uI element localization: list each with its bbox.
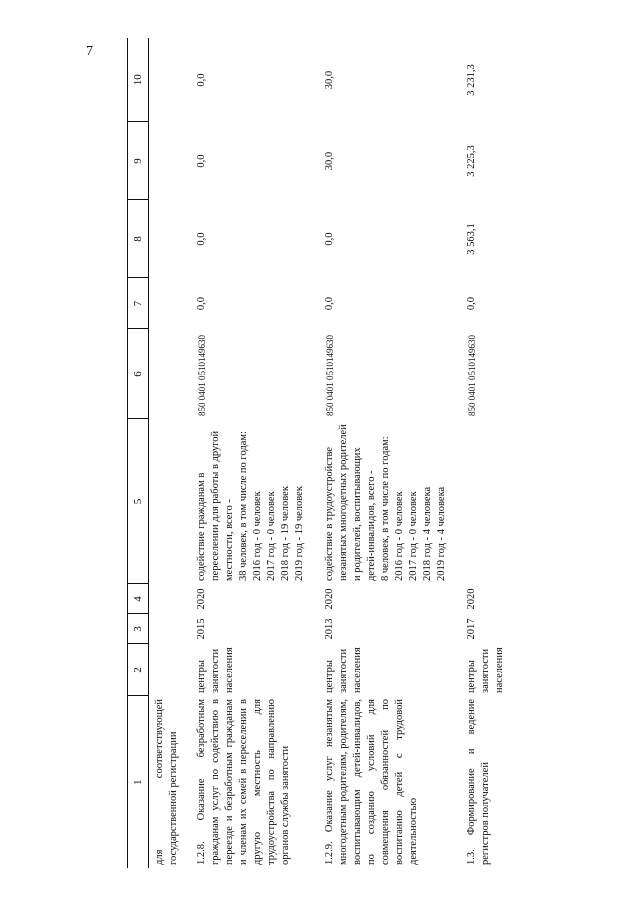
- value-col-10: 0,0: [196, 73, 207, 87]
- value-col-8: 0,0: [324, 232, 335, 246]
- end-year: 2020: [324, 588, 335, 610]
- value-col-7: 0,0: [466, 296, 477, 311]
- value-col-9: 0,0: [196, 154, 207, 168]
- budget-code: [149, 329, 186, 419]
- column-header: 7: [128, 278, 149, 329]
- start-year: 2015: [196, 618, 207, 640]
- result-line: 2019 год - 19 человек: [294, 486, 305, 581]
- expected-result: [185, 419, 313, 584]
- column-header: 5: [128, 419, 149, 584]
- result-line: 2017 год - 0 человек: [266, 491, 277, 581]
- start-year: 2013: [324, 618, 335, 640]
- value-col-8: 0,0: [196, 232, 207, 246]
- budget-code: 850 0401 0510149630: [325, 335, 335, 416]
- result-line: 8 человек, в том числе по годам:: [380, 436, 391, 581]
- value-col-9: [149, 122, 186, 200]
- result-line: содействие в трудоустройстве незанятых многодетных родителей и родителей, воспитывающих детей-инвалидов, всего -: [324, 424, 377, 581]
- activity-name: 1.3. Формирование и ведение регистров получателей: [466, 699, 491, 865]
- start-year: [149, 614, 186, 644]
- result-line: 2017 год - 0 человек: [408, 491, 419, 581]
- program-activities-table: [127, 38, 513, 868]
- value-col-7: 0,0: [196, 296, 207, 311]
- table-row: [455, 38, 513, 868]
- value-col-10: 3 231,3: [466, 64, 477, 96]
- value-col-8: [149, 200, 186, 278]
- end-year: [149, 584, 186, 614]
- activity-name: 1.2.9. Оказание услуг незанятым многодетным родителям, родителям, воспитывающим детей-инвалидов, по созданию условий для совмещения обязанностей по воспитанию детей с трудовой деятельностью: [324, 699, 419, 865]
- result-line: 2016 год - 0 человек: [252, 491, 263, 581]
- budget-code: 850 0401 0510149630: [197, 335, 207, 416]
- end-year: 2020: [196, 588, 207, 610]
- table-row: [313, 38, 455, 868]
- activity-name: 1.2.8. Оказание безработным гражданам услуг по содействию в переезде и безработным гражданам и членам их семей в переселении в другую местность для трудоустройства по направлению органов службы занятости: [196, 699, 291, 865]
- start-year: 2017: [466, 618, 477, 640]
- budget-code: 850 0401 0510149630: [467, 335, 477, 416]
- value-col-7: 0,0: [324, 296, 335, 311]
- table-row: [185, 38, 313, 868]
- value-col-8: 3 563,1: [466, 223, 477, 255]
- value-col-10: [149, 38, 186, 122]
- result-line: 38 человек, в том числе по годам:: [238, 431, 249, 581]
- executor: центры занятости населения: [466, 647, 505, 693]
- expected-result: [455, 419, 513, 584]
- column-header: 3: [128, 614, 149, 644]
- activity-name: для соответствующей государственной регистрации: [154, 699, 179, 865]
- column-header: 6: [128, 329, 149, 419]
- value-col-9: 30,0: [324, 151, 335, 171]
- expected-result: [313, 419, 455, 584]
- column-header: 8: [128, 200, 149, 278]
- column-number-row: [128, 38, 149, 868]
- result-line: 2018 год - 19 человек: [280, 486, 291, 581]
- value-col-7: [149, 278, 186, 329]
- executor: центры занятости населения: [196, 647, 235, 693]
- value-col-9: 3 225,3: [466, 145, 477, 177]
- executor: [149, 644, 186, 696]
- executor: центры занятости населения: [324, 647, 363, 693]
- column-header: 10: [128, 38, 149, 122]
- result-line: 2018 год - 4 человека: [422, 486, 433, 581]
- table-row: [149, 38, 186, 868]
- column-header: 4: [128, 584, 149, 614]
- column-header: 1: [128, 696, 149, 868]
- result-line: 2019 год - 4 человека: [436, 486, 447, 581]
- page-number: 7: [86, 44, 93, 59]
- result-line: 2016 год - 0 человек: [394, 491, 405, 581]
- value-col-10: 30,0: [324, 70, 335, 90]
- column-header: 2: [128, 644, 149, 696]
- end-year: 2020: [466, 588, 477, 610]
- expected-result: [149, 419, 186, 584]
- result-line: содействие гражданам в переселении для работы в другой местности, всего -: [196, 430, 235, 581]
- column-header: 9: [128, 122, 149, 200]
- landscape-table-sheet: [127, 38, 627, 868]
